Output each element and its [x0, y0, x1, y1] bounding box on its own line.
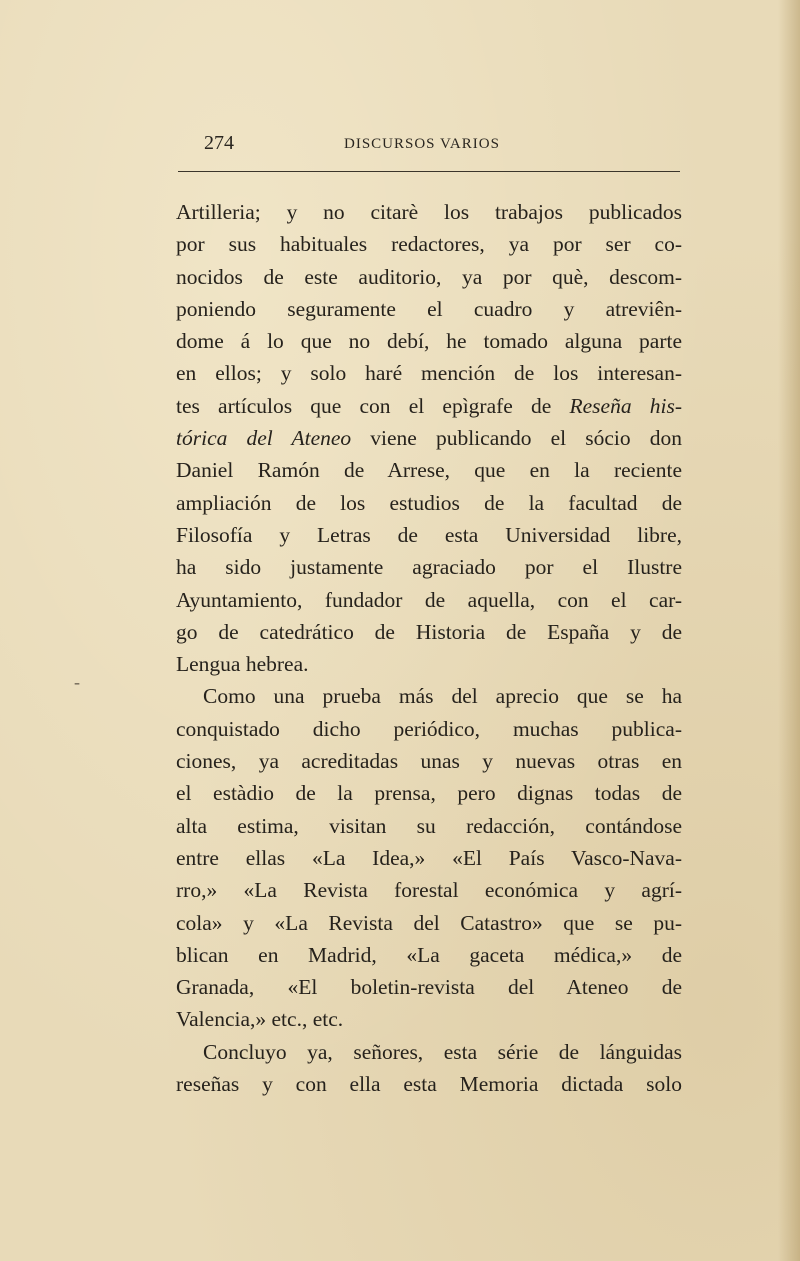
text-line: Valencia,» etc., etc. — [176, 1007, 344, 1032]
text-line: Granada, «El boletin-revista del Ateneo de — [176, 975, 682, 1000]
text-line: Ayuntamiento, fundador de aquella, con el car- — [176, 587, 682, 612]
body-text — [176, 196, 682, 1100]
text-line: ha sido justamente agraciado por el Ilustre — [176, 555, 682, 580]
text-line: go de catedrático de Historia de España y de — [176, 619, 682, 644]
text-line — [176, 422, 682, 454]
text-segment: tes artículos que con el epìgrafe de — [176, 393, 570, 418]
text-line: Lengua hebrea. — [176, 652, 309, 677]
text-line: nocidos de este auditorio, ya por què, descom- — [176, 264, 682, 289]
text-line: Concluyo ya, señores, esta série de lánguidas — [203, 1039, 682, 1064]
text-line: conquistado dicho periódico, muchas publica- — [176, 716, 682, 741]
text-line: el estàdio de la prensa, pero dignas todas de — [176, 781, 682, 806]
text-line: dome á lo que no debí, he tomado alguna parte — [176, 329, 682, 354]
text-line: Como una prueba más del aprecio que se ha — [203, 684, 682, 709]
text-line: alta estima, visitan su redacción, contándose — [176, 813, 682, 838]
page-header — [178, 132, 680, 162]
text-line: blican en Madrid, «La gaceta médica,» de — [176, 942, 682, 967]
running-title: DISCURSOS VARIOS — [344, 136, 500, 152]
text-line: poniendo seguramente el cuadro y atreviên- — [176, 296, 682, 321]
page-edge-shadow — [778, 0, 800, 1261]
header-rule — [178, 171, 680, 172]
margin-mark: - — [74, 672, 80, 692]
text-line — [176, 390, 682, 422]
text-line: ciones, ya acreditadas unas y nuevas otras en — [176, 749, 682, 774]
text-line: Daniel Ramón de Arrese, que en la reciente — [176, 458, 682, 483]
text-line: reseñas y con ella esta Memoria dictada solo — [176, 1072, 682, 1097]
text-line: por sus habituales redactores, ya por ser co- — [176, 232, 682, 257]
text-line: entre ellas «La Idea,» «El País Vasco-Nava- — [176, 845, 682, 870]
text-line: Filosofía y Letras de esta Universidad libre, — [176, 522, 682, 547]
text-line: en ellos; y solo haré mención de los interesan- — [176, 361, 682, 386]
text-line: Artilleria; y no citarè los trabajos publicados — [176, 200, 682, 224]
text-segment: viene publicando el sócio don — [351, 426, 682, 451]
text-line: cola» y «La Revista del Catastro» que se pu- — [176, 910, 682, 935]
italic-title: tórica del Ateneo — [176, 426, 352, 451]
text-line: ampliación de los estudios de la facultad de — [176, 490, 682, 515]
italic-title: Reseña his- — [569, 393, 682, 418]
text-line: rro,» «La Revista forestal económica y agrí- — [176, 878, 682, 903]
page-number: 274 — [204, 132, 234, 154]
